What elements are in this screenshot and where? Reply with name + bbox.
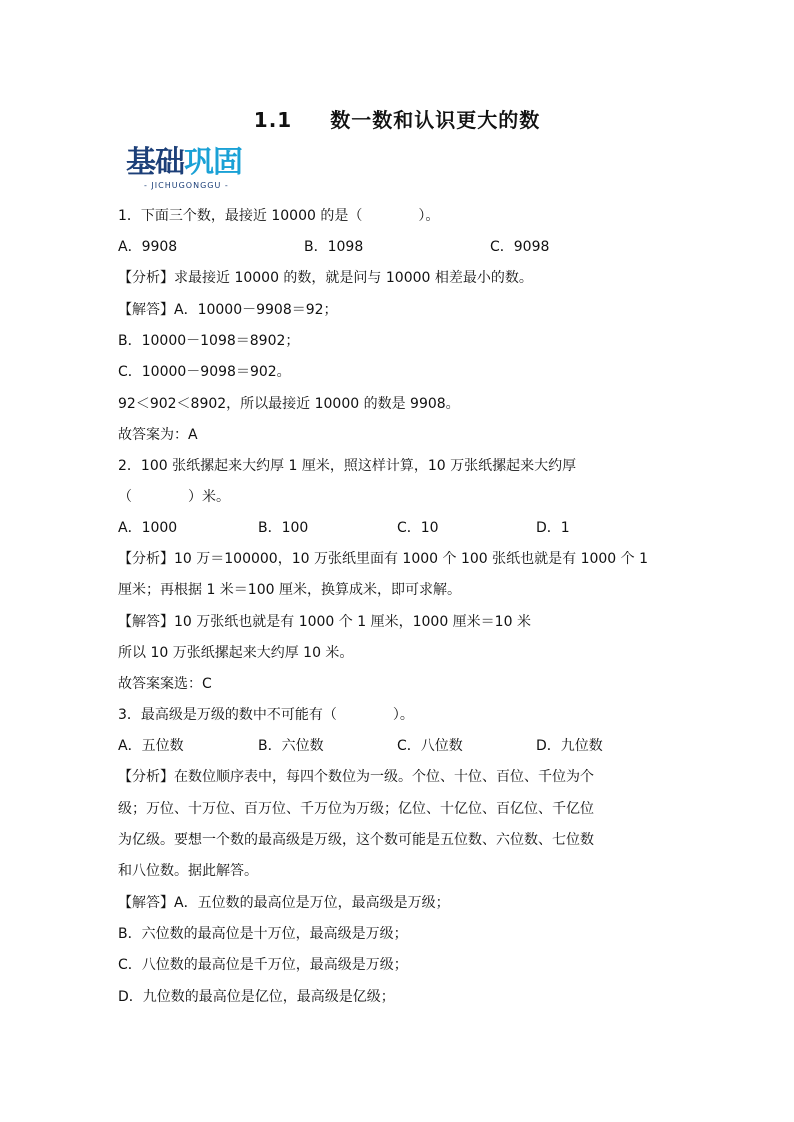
q3-option-a: A．五位数: [118, 738, 184, 754]
q2-stem-line: （ ）米。: [118, 489, 230, 505]
q2-stem-line: 2．100 张纸摞起来大约厚 1 厘米，照这样计算，10 万张纸摞起来大约厚: [118, 458, 577, 474]
q1-answer-line: C．10000－9098＝902。: [118, 364, 291, 380]
q2-option-d: D．1: [536, 520, 570, 536]
q3-answer-line: C．八位数的最高位是千万位，最高级是万级；: [118, 957, 408, 973]
q1-option-c: C．9098: [490, 239, 550, 255]
q2-answer-line: 【解答】10 万张纸也就是有 1000 个 1 厘米，1000 厘米＝10 米: [118, 614, 531, 630]
logo-text-a: 基础: [126, 145, 184, 180]
q2-analysis-line: 厘米；再根据 1 米＝100 厘米，换算成米，即可求解。: [118, 582, 461, 598]
q1-answer-line: 92＜902＜8902，所以最接近 10000 的数是 9908。: [118, 396, 460, 412]
q1-option-b: B．1098: [304, 239, 364, 255]
q1-answer-line: 【解答】A．10000－9908＝92；: [118, 302, 338, 318]
q3-option-c: C．八位数: [397, 738, 463, 754]
q2-analysis-line: 【分析】10 万＝100000，10 万张纸里面有 1000 个 100 张纸也就是有 1000 个 1: [118, 551, 649, 567]
q3-analysis-line: 级；万位、十万位、百万位、千万位为万级；亿位、十亿位、百亿位、千亿位: [118, 801, 594, 817]
q2-option-a: A．1000: [118, 520, 178, 536]
q3-stem: 3．最高级是万级的数中不可能有（ ）。: [118, 707, 414, 723]
jichu-gonggu-logo: [126, 146, 266, 192]
section-title: 数一数和认识更大的数: [330, 108, 541, 132]
section-number: 1.1: [253, 108, 293, 132]
q3-option-d: D．九位数: [536, 738, 603, 754]
q1-analysis: 【分析】求最接近 10000 的数，就是问与 10000 相差最小的数。: [118, 270, 533, 286]
q3-analysis-line: 【分析】在数位顺序表中，每四个数位为一级。个位、十位、百位、千位为个: [118, 769, 594, 785]
q2-option-b: B．100: [258, 520, 309, 536]
q2-answer-line: 所以 10 万张纸摞起来大约厚 10 米。: [118, 645, 354, 661]
q3-analysis-line: 为亿级。要想一个数的最高级是万级，这个数可能是五位数、六位数、七位数: [118, 832, 594, 848]
q3-answer-line: B．六位数的最高位是十万位，最高级是万级；: [118, 926, 408, 942]
page-title: [0, 104, 794, 133]
q1-option-a: A．9908: [118, 239, 178, 255]
q1-answer-line: B．10000－1098＝8902；: [118, 333, 300, 349]
logo-subtitle: - JICHUGONGGU -: [144, 181, 229, 190]
q3-option-b: B．六位数: [258, 738, 324, 754]
logo-text-b: 巩固: [184, 145, 242, 180]
q1-stem: 1．下面三个数，最接近 10000 的是（ ）。: [118, 208, 440, 224]
q3-answer-line: 【解答】A．五位数的最高位是万位，最高级是万级；: [118, 895, 450, 911]
q3-answer-line: D．九位数的最高位是亿位，最高级是亿级；: [118, 989, 395, 1005]
q1-final-answer: 故答案为：A: [118, 427, 198, 443]
q3-analysis-line: 和八位数。据此解答。: [118, 863, 258, 879]
q2-final-answer: 故答案案选：C: [118, 676, 212, 692]
q2-option-c: C．10: [397, 520, 439, 536]
